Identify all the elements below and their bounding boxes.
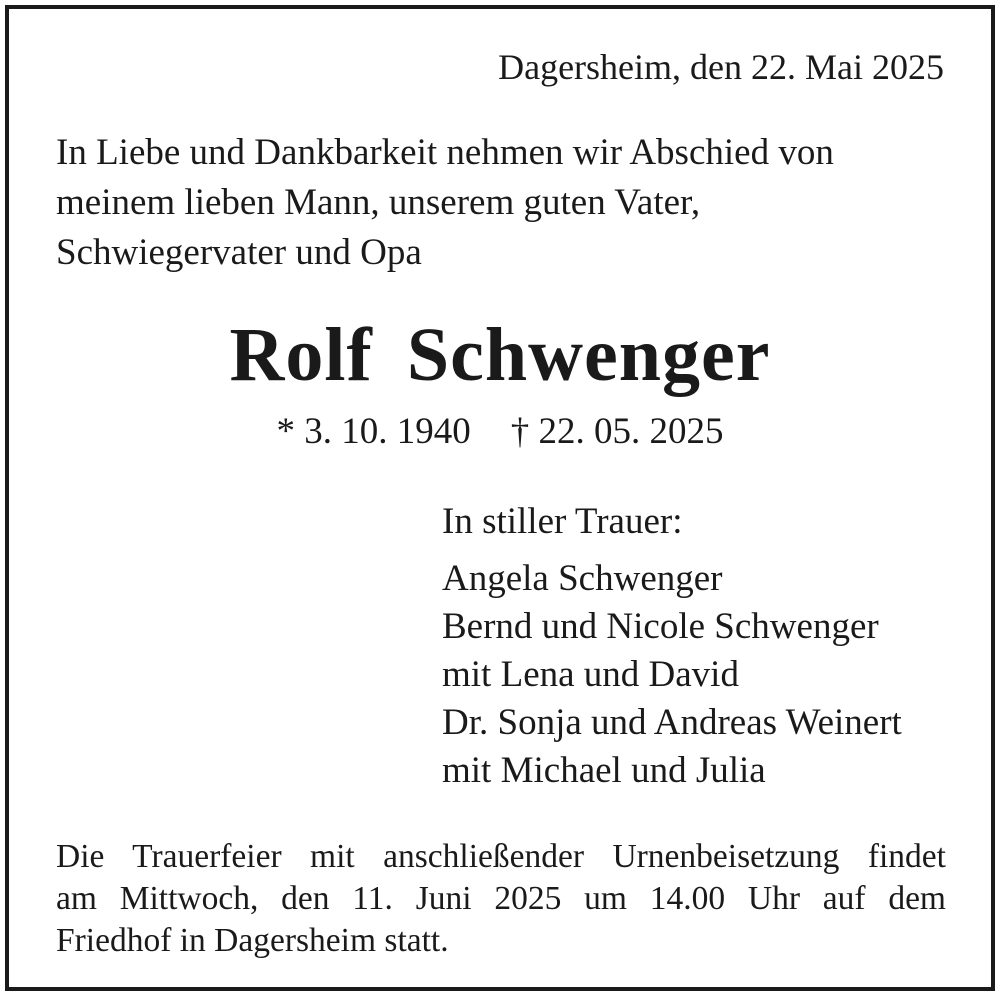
mourner-line: mit Lena und David — [442, 654, 739, 695]
birth-date: * 3. 10. 1940 — [276, 411, 471, 452]
service-line: Die Trauerfeier mit anschließender Urnenbeisetzung findet — [56, 838, 946, 875]
mourner-line: Angela Schwenger — [442, 558, 723, 599]
service-info — [56, 836, 946, 962]
mourners-list — [442, 555, 902, 795]
intro-line: meinem lieben Mann, unserem guten Vater, — [56, 182, 701, 223]
place-date: Dagersheim, den 22. Mai 2025 — [498, 47, 944, 87]
deceased-name: Rolf Schwenger — [229, 313, 771, 397]
mourner-line: Dr. Sonja und Andreas Weinert — [442, 702, 902, 743]
intro-line: Schwiegervater und Opa — [56, 232, 422, 273]
mourner-line: Bernd und Nicole Schwenger — [442, 606, 879, 647]
mourner-line: mit Michael und Julia — [442, 750, 766, 791]
mourning-heading: In stiller Trauer: — [442, 501, 683, 542]
death-date: † 22. 05. 2025 — [510, 411, 724, 452]
life-dates — [0, 410, 1000, 453]
intro-line: In Liebe und Dankbarkeit nehmen wir Abschied von — [56, 132, 834, 173]
service-line: am Mittwoch, den 11. Juni 2025 um 14.00 Uhr auf dem — [56, 880, 946, 917]
intro-text — [56, 128, 956, 278]
service-line: Friedhof in Dagersheim statt. — [56, 922, 449, 959]
